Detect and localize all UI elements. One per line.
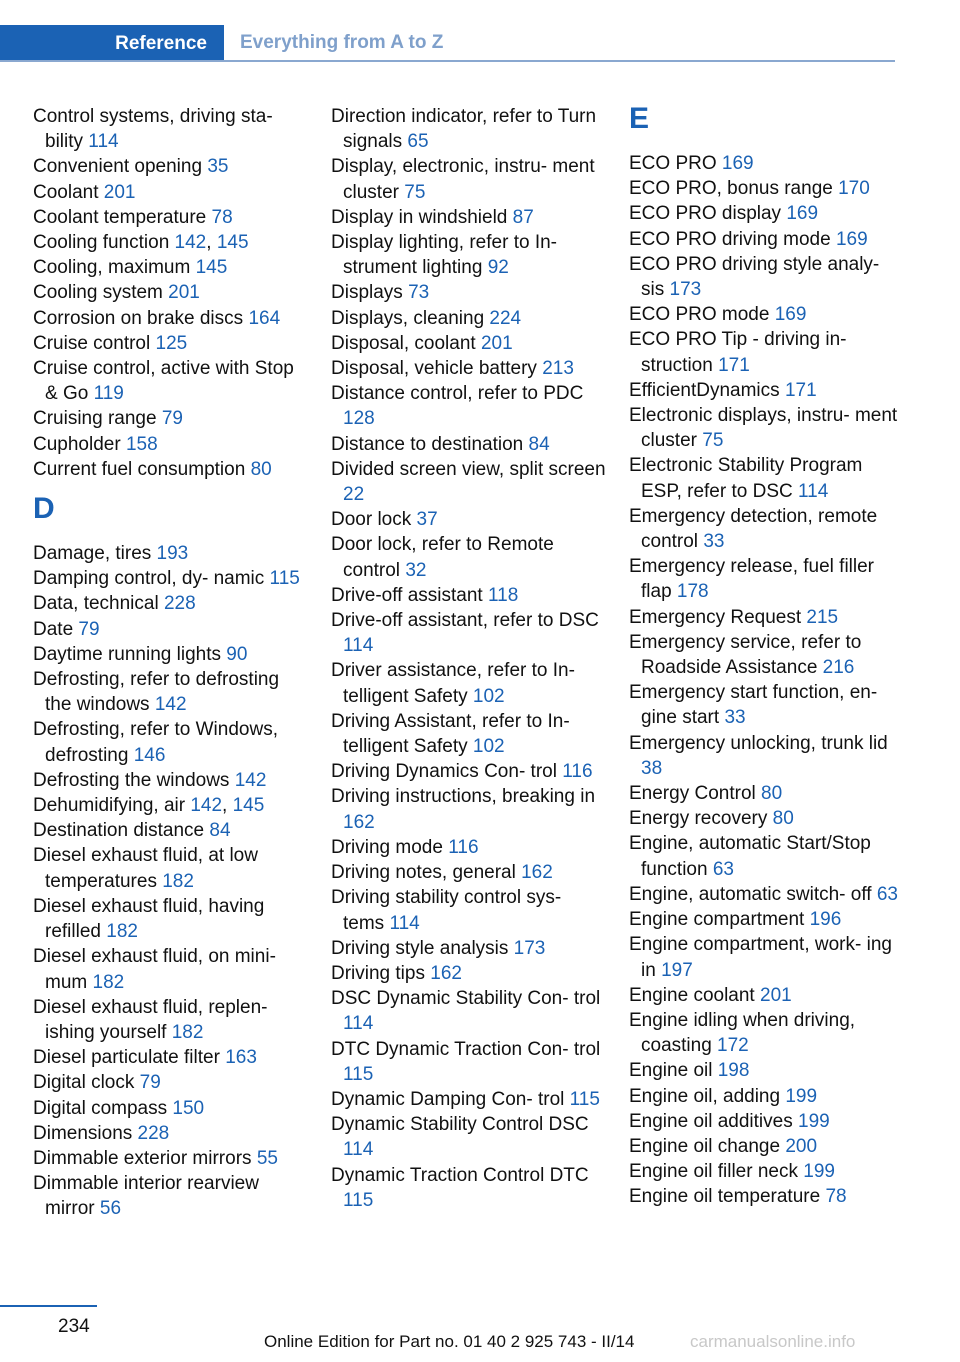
index-column-1: [33, 104, 309, 1222]
index-entry-term: Displays, cleaning: [331, 307, 490, 329]
index-entry-term: Emergency Request: [629, 606, 807, 628]
section-tab: Reference: [0, 25, 224, 62]
page-reference-link[interactable]: 146: [133, 744, 166, 766]
page-reference-link[interactable]: 215: [806, 606, 839, 628]
index-entry: [33, 591, 309, 616]
page-reference-link[interactable]: 224: [489, 307, 522, 329]
index-entry-term: Control systems, driving sta- bility: [33, 106, 273, 153]
page-reference-link[interactable]: 145: [195, 257, 228, 279]
index-entry: [629, 1008, 905, 1058]
page-reference-link[interactable]: 162: [521, 862, 553, 884]
index-entry: [629, 1184, 905, 1209]
index-entry-term: Engine compartment, work- ing in: [629, 934, 892, 981]
index-entry: [629, 907, 905, 932]
index-entry: [331, 457, 607, 507]
page-reference-link[interactable]: 22: [343, 484, 365, 506]
index-entry-term: Defrosting, refer to defrosting the windows: [33, 669, 280, 716]
index-entry-term: Digital clock: [33, 1072, 140, 1094]
index-entry: [331, 205, 607, 230]
index-entry: [33, 331, 309, 356]
page-reference-link[interactable]: 90: [226, 643, 248, 665]
page-reference-link[interactable]: 65: [407, 131, 429, 153]
index-letter-heading: D: [33, 492, 55, 526]
page-reference-link[interactable]: 32: [405, 559, 427, 581]
index-entry-term: Diesel particulate filter: [33, 1047, 226, 1069]
page-reference-link[interactable]: 199: [785, 1085, 818, 1107]
index-entry: [629, 781, 905, 806]
index-entry-term: Driving tips: [331, 962, 431, 984]
index-entry: [33, 306, 309, 331]
page-reference-link[interactable]: 182: [171, 1021, 204, 1043]
page-reference-link[interactable]: 63: [712, 858, 734, 880]
index-entry: [33, 1146, 309, 1171]
index-entry-term: Diesel exhaust fluid, having refilled: [33, 895, 265, 943]
page-reference-link[interactable]: 198: [717, 1060, 750, 1082]
index-entry-term: Display in windshield: [331, 206, 513, 228]
page-reference-link[interactable]: 37: [416, 509, 438, 531]
index-entry-term: Dynamic Damping Con- trol: [331, 1088, 570, 1110]
index-entry: [33, 1171, 309, 1221]
index-entry: [629, 630, 905, 680]
page-reference-link[interactable]: 171: [784, 379, 817, 401]
index-entry: [331, 306, 607, 331]
page-reference-link[interactable]: 80: [772, 808, 794, 830]
index-entry-term: Damping control, dy- namic: [33, 568, 270, 590]
index-entry: [331, 860, 607, 885]
page-reference-link[interactable]: 150: [172, 1097, 205, 1119]
index-entry-term: Energy Control: [629, 783, 762, 805]
index-entry-term: Engine oil temperature: [629, 1186, 826, 1208]
index-entry: [33, 843, 309, 893]
index-entry: [33, 1121, 309, 1146]
index-entry-term: Daytime running lights: [33, 643, 227, 665]
index-entry: [629, 453, 905, 503]
page-reference-link[interactable]: 114: [343, 1013, 374, 1035]
page-reference-link[interactable]: 119: [93, 383, 124, 405]
index-entry-term: Coolant temperature: [33, 206, 212, 228]
index-entry: [629, 403, 905, 453]
index-entry: [331, 658, 607, 708]
page-reference-link[interactable]: 170: [838, 178, 870, 200]
watermark: carmanualsonline.info: [690, 1332, 856, 1351]
index-entry: [331, 356, 607, 381]
page-reference-link[interactable]: 142: [190, 795, 223, 817]
index-entry-term: ECO PRO Tip - driving in- struction: [629, 329, 847, 376]
index-entry-term: Driving stability control sys- tems: [331, 887, 562, 934]
index-entry-term: Driving notes, general: [331, 862, 522, 884]
page-reference-link[interactable]: 35: [207, 156, 229, 178]
index-entry: [33, 280, 309, 305]
page-reference-link[interactable]: 169: [835, 228, 868, 250]
index-entry: [331, 432, 607, 457]
index-entry-term: Engine compartment: [629, 909, 810, 931]
index-entry: [629, 378, 905, 403]
page-separator: ,: [206, 232, 217, 254]
page-number: 234: [58, 1316, 90, 1337]
index-entry: [33, 944, 309, 994]
page-separator: ,: [222, 795, 233, 817]
index-entry-term: Energy recovery: [629, 808, 773, 830]
page-reference-link[interactable]: 200: [785, 1135, 818, 1157]
page-reference-link[interactable]: 56: [99, 1198, 122, 1220]
index-entry: [331, 1087, 607, 1112]
index-entry-term: Electronic displays, instru- ment cluster: [629, 405, 898, 452]
index-entry-term: Driver assistance, refer to In- telligent Safety: [331, 660, 575, 707]
page-reference-link[interactable]: 78: [825, 1186, 847, 1208]
page-reference-link[interactable]: 162: [430, 962, 462, 984]
page-reference-link[interactable]: 228: [137, 1122, 170, 1144]
index-entry-term: Divided screen view, split screen: [331, 458, 606, 480]
page-reference-link[interactable]: 87: [512, 206, 534, 228]
subsection-tab: Everything from A to Z: [240, 31, 444, 53]
index-entry: [629, 831, 905, 881]
index-entry: [629, 731, 905, 781]
index-entry: [33, 406, 309, 431]
index-entry: [33, 104, 309, 154]
index-entry-term: Engine oil additives: [629, 1110, 798, 1132]
index-entry-term: EfficientDynamics: [629, 379, 785, 401]
page-reference-link[interactable]: 80: [761, 783, 783, 805]
index-entry-term: ECO PRO driving style analy- sis: [629, 253, 880, 301]
index-entry: [331, 154, 607, 204]
index-entry-term: ECO PRO display: [629, 203, 787, 225]
page-reference-link[interactable]: 114: [389, 912, 420, 934]
index-entry: [629, 201, 905, 226]
index-entry-term: Disposal, coolant: [331, 332, 481, 354]
index-entry-term: Distance control, refer to PDC: [331, 383, 584, 405]
index-entry: [33, 667, 309, 717]
page-reference-link[interactable]: 79: [78, 618, 100, 640]
page-reference-link[interactable]: 182: [106, 921, 138, 943]
page-reference-link[interactable]: 114: [88, 131, 119, 153]
page-reference-link[interactable]: 55: [256, 1147, 278, 1169]
index-entry-term: Emergency release, fuel filler flap: [629, 556, 874, 603]
index-entry-term: Diesel exhaust fluid, at low temperatures: [33, 845, 258, 892]
index-entry-term: Dimmable exterior mirrors: [33, 1147, 257, 1169]
index-entry: [331, 1112, 607, 1162]
index-entry: [33, 230, 309, 255]
index-entry: [331, 608, 607, 658]
page-reference-link[interactable]: 102: [472, 736, 505, 758]
page-reference-link[interactable]: 115: [343, 1189, 374, 1211]
index-entry-term: Driving mode: [331, 836, 449, 858]
index-entry: [33, 566, 309, 591]
index-entry: [33, 1045, 309, 1070]
page-reference-link[interactable]: 79: [139, 1072, 161, 1094]
index-entry-term: Engine oil: [629, 1060, 718, 1082]
index-entry: [33, 717, 309, 767]
page-reference-link[interactable]: 142: [154, 694, 187, 716]
index-entry: [629, 680, 905, 730]
index-entry-term: Diesel exhaust fluid, on mini- mum: [33, 946, 276, 993]
index-entry-term: Dynamic Traction Control DTC: [331, 1164, 589, 1186]
page-reference-link[interactable]: 118: [487, 584, 519, 606]
index-entry-term: Distance to destination: [331, 433, 529, 455]
index-entry-term: Drive-off assistant: [331, 584, 488, 606]
index-entry-term: Cooling, maximum: [33, 257, 196, 279]
index-entry-term: ECO PRO mode: [629, 304, 775, 326]
index-entry-term: Cruise control, active with Stop & Go: [33, 358, 294, 405]
page-reference-link[interactable]: 33: [724, 707, 746, 729]
page-reference-link[interactable]: 75: [404, 181, 426, 203]
index-entry: [331, 230, 607, 280]
index-entry-term: Direction indicator, refer to Turn signals: [331, 106, 597, 153]
index-entry-term: Emergency start function, en- gine start: [629, 682, 878, 729]
index-entry: [331, 936, 607, 961]
page-reference-link[interactable]: 102: [472, 685, 505, 707]
index-entry: [629, 806, 905, 831]
index-entry-term: Driving Dynamics Con- trol: [331, 761, 563, 783]
index-entry: [33, 818, 309, 843]
page-reference-link[interactable]: 38: [641, 757, 663, 779]
index-entry-term: Dimmable interior rearview mirror: [33, 1173, 259, 1220]
page-reference-link[interactable]: 163: [225, 1047, 257, 1069]
index-entry: [33, 205, 309, 230]
index-entry: [331, 961, 607, 986]
page-reference-link[interactable]: 201: [103, 181, 136, 203]
index-entry: [33, 432, 309, 457]
page-reference-link[interactable]: 201: [168, 282, 200, 304]
index-entry: [33, 995, 309, 1045]
index-entry-term: Emergency detection, remote control: [629, 505, 878, 553]
page-reference-link[interactable]: 116: [562, 761, 593, 783]
index-entry: [331, 986, 607, 1036]
page-reference-link[interactable]: 169: [721, 153, 754, 174]
header-rule: [0, 60, 895, 62]
page-reference-link[interactable]: 201: [480, 332, 513, 354]
page-reference-link[interactable]: 116: [448, 836, 479, 858]
page-reference-link[interactable]: 75: [702, 430, 724, 452]
index-entry: [33, 768, 309, 793]
index-entry-term: Cooling system: [33, 282, 169, 304]
index-entry-term: Cupholder: [33, 433, 126, 455]
index-entry-term: Door lock: [331, 509, 417, 531]
page-reference-link[interactable]: 213: [542, 358, 574, 380]
index-entry-term: Display, electronic, instru- ment cluster: [331, 156, 595, 203]
index-entry-term: Defrosting, refer to Windows, defrosting: [33, 719, 278, 766]
index-entry: [331, 381, 607, 431]
page-reference-link[interactable]: 182: [92, 971, 125, 993]
index-entry-term: Dimensions: [33, 1122, 138, 1144]
page-reference-link[interactable]: 158: [125, 433, 158, 455]
page-reference-link[interactable]: 125: [155, 332, 188, 354]
page-reference-link[interactable]: 169: [786, 203, 819, 225]
page-reference-link[interactable]: 196: [809, 909, 842, 931]
index-entry: [33, 255, 309, 280]
page-reference-link[interactable]: 145: [232, 795, 265, 817]
index-entry: [629, 504, 905, 554]
index-entry: [331, 835, 607, 860]
index-entry-term: Engine oil, adding: [629, 1085, 786, 1107]
page-reference-link[interactable]: 142: [234, 769, 267, 791]
index-entry: [331, 507, 607, 532]
index-entry-term: Data, technical: [33, 593, 164, 615]
index-entry: [331, 759, 607, 784]
index-entry: [33, 180, 309, 205]
page-reference-link[interactable]: 114: [343, 635, 374, 657]
page-header: [0, 25, 895, 62]
page-reference-link[interactable]: 178: [676, 581, 709, 603]
index-entry: [629, 554, 905, 604]
index-entry: [331, 885, 607, 935]
index-entry: [33, 793, 309, 818]
index-entry: [331, 280, 607, 305]
index-entry: [33, 642, 309, 667]
index-entry: [629, 302, 905, 327]
index-entry: [629, 1159, 905, 1184]
index-entry-term: Damage, tires: [33, 543, 157, 565]
index-entry: [629, 1134, 905, 1159]
page-reference-link[interactable]: 142: [174, 232, 207, 254]
index-entry: [33, 1096, 309, 1121]
index-entry-term: Cooling function: [33, 232, 175, 254]
index-entry: [33, 894, 309, 944]
page-reference-link[interactable]: 84: [209, 820, 231, 842]
page-reference-link[interactable]: 171: [718, 354, 750, 376]
index-letter-heading: E: [629, 102, 650, 135]
index-entry-term: Driving Assistant, refer to In- telligent Safety: [331, 710, 570, 758]
index-column-3: [629, 104, 905, 1210]
index-entry-term: Door lock, refer to Remote control: [331, 534, 554, 581]
index-entry: [33, 1070, 309, 1095]
page-reference-link[interactable]: 79: [161, 408, 183, 430]
index-entry-term: Defrosting the windows: [33, 769, 235, 791]
page-reference-link[interactable]: 169: [774, 304, 807, 326]
index-entry-term: Driving instructions, breaking in: [331, 786, 596, 808]
index-entry: [331, 331, 607, 356]
edition-text: Online Edition for Part no. 01 40 2 925 743 - II/14: [264, 1332, 635, 1351]
index-entry: [629, 252, 905, 302]
page-reference-link[interactable]: 115: [343, 1063, 374, 1085]
index-entry: [629, 151, 905, 176]
page-reference-link[interactable]: 145: [216, 232, 249, 254]
index-entry: [33, 356, 309, 406]
page-reference-link[interactable]: 182: [162, 870, 194, 892]
page-reference-link[interactable]: 193: [156, 543, 189, 565]
index-entry: [331, 1163, 607, 1213]
page-reference-link[interactable]: 78: [211, 206, 233, 228]
index-entry: [331, 104, 607, 154]
index-entry-term: Corrosion on brake discs: [33, 307, 249, 329]
index-entry-term: Driving style analysis: [331, 937, 514, 959]
page-reference-link[interactable]: 80: [250, 458, 272, 480]
index-entry-term: Dynamic Stability Control DSC: [331, 1114, 589, 1136]
page-reference-link[interactable]: 114: [343, 1139, 374, 1161]
index-entry: [629, 1058, 905, 1083]
index-entry-term: DSC Dynamic Stability Con- trol: [331, 988, 601, 1010]
index-entry: [629, 983, 905, 1008]
index-entry-term: DTC Dynamic Traction Con- trol: [331, 1038, 601, 1060]
index-entry-term: Coolant: [33, 181, 104, 203]
index-entry: [629, 1084, 905, 1109]
index-entry-term: Convenient opening: [33, 156, 208, 178]
index-entry-term: Diesel exhaust fluid, replen- ishing yourself: [33, 996, 268, 1043]
page-reference-link[interactable]: 114: [798, 480, 829, 502]
page-reference-link[interactable]: 201: [760, 984, 792, 1006]
index-entry-term: ECO PRO, bonus range: [629, 178, 839, 200]
page-reference-link[interactable]: 63: [876, 883, 898, 905]
page-reference-link[interactable]: 172: [717, 1035, 749, 1057]
index-entry-term: Drive-off assistant, refer to DSC: [331, 610, 599, 632]
index-entry-term: Disposal, vehicle battery: [331, 358, 543, 380]
page-reference-link[interactable]: 164: [248, 307, 281, 329]
page-reference-link[interactable]: 228: [163, 593, 196, 615]
index-entry-term: Cruise control: [33, 332, 156, 354]
index-entry: [629, 327, 905, 377]
index-entry-term: Cruising range: [33, 408, 162, 430]
page-reference-link[interactable]: 92: [487, 257, 509, 279]
page-reference-link[interactable]: 199: [798, 1110, 830, 1132]
page-reference-link[interactable]: 197: [661, 959, 693, 981]
index-entry-term: Digital compass: [33, 1097, 173, 1119]
page-reference-link[interactable]: 173: [513, 937, 546, 959]
index-entry-term: Engine oil change: [629, 1135, 786, 1157]
page-reference-link[interactable]: 73: [408, 282, 430, 304]
index-entry-term: Emergency unlocking, trunk lid: [629, 732, 888, 754]
index-entry-term: Electronic Stability Program ESP, refer to DSC: [629, 455, 863, 502]
index-entry-term: Display lighting, refer to In- strument lighting: [331, 232, 557, 279]
index-entry-term: Engine, automatic switch- off: [629, 883, 877, 905]
index-entry: [331, 709, 607, 759]
index-entry: [629, 1109, 905, 1134]
index-entry: [33, 154, 309, 179]
index-entry-term: Dehumidifying, air: [33, 795, 191, 817]
index-entry: [629, 882, 905, 907]
index-entry-term: Displays: [331, 282, 409, 304]
index-entry-term: Engine idling when driving, coasting: [629, 1009, 856, 1057]
index-entry: [331, 583, 607, 608]
index-entry: [33, 541, 309, 566]
page-reference-link[interactable]: 162: [343, 811, 375, 833]
index-entry: [331, 784, 607, 834]
page-reference-link[interactable]: 115: [569, 1088, 600, 1110]
index-entry: [629, 227, 905, 252]
index-entry: [629, 176, 905, 201]
index-entry: [33, 617, 309, 642]
index-entry: [629, 605, 905, 630]
index-entry-term: ECO PRO driving mode: [629, 228, 836, 250]
index-entry: [629, 932, 905, 982]
page-reference-link[interactable]: 128: [343, 408, 375, 430]
index-entry-term: Date: [33, 618, 79, 640]
page-reference-link[interactable]: 216: [822, 657, 855, 679]
index-entry: [331, 532, 607, 582]
index-entry-term: Engine oil filler neck: [629, 1161, 804, 1183]
index-entry: [331, 1037, 607, 1087]
page-reference-link[interactable]: 33: [703, 531, 725, 553]
index-entry-term: Current fuel consumption: [33, 458, 251, 480]
page-reference-link[interactable]: 173: [669, 279, 702, 301]
index-entry: [33, 457, 309, 482]
index-entry-term: Engine coolant: [629, 984, 760, 1006]
index-entry-term: Engine, automatic Start/Stop function: [629, 833, 871, 880]
index-entry-term: Destination distance: [33, 820, 210, 842]
page-reference-link[interactable]: 199: [803, 1161, 835, 1183]
index-column-2: [331, 104, 607, 1213]
page-reference-link[interactable]: 84: [528, 433, 550, 455]
index-entry-term: Emergency service, refer to Roadside Assistance: [629, 631, 862, 679]
page-reference-link[interactable]: 115: [269, 568, 300, 590]
index-entry-term: ECO PRO: [629, 153, 722, 174]
footer-rule: [0, 1305, 97, 1307]
